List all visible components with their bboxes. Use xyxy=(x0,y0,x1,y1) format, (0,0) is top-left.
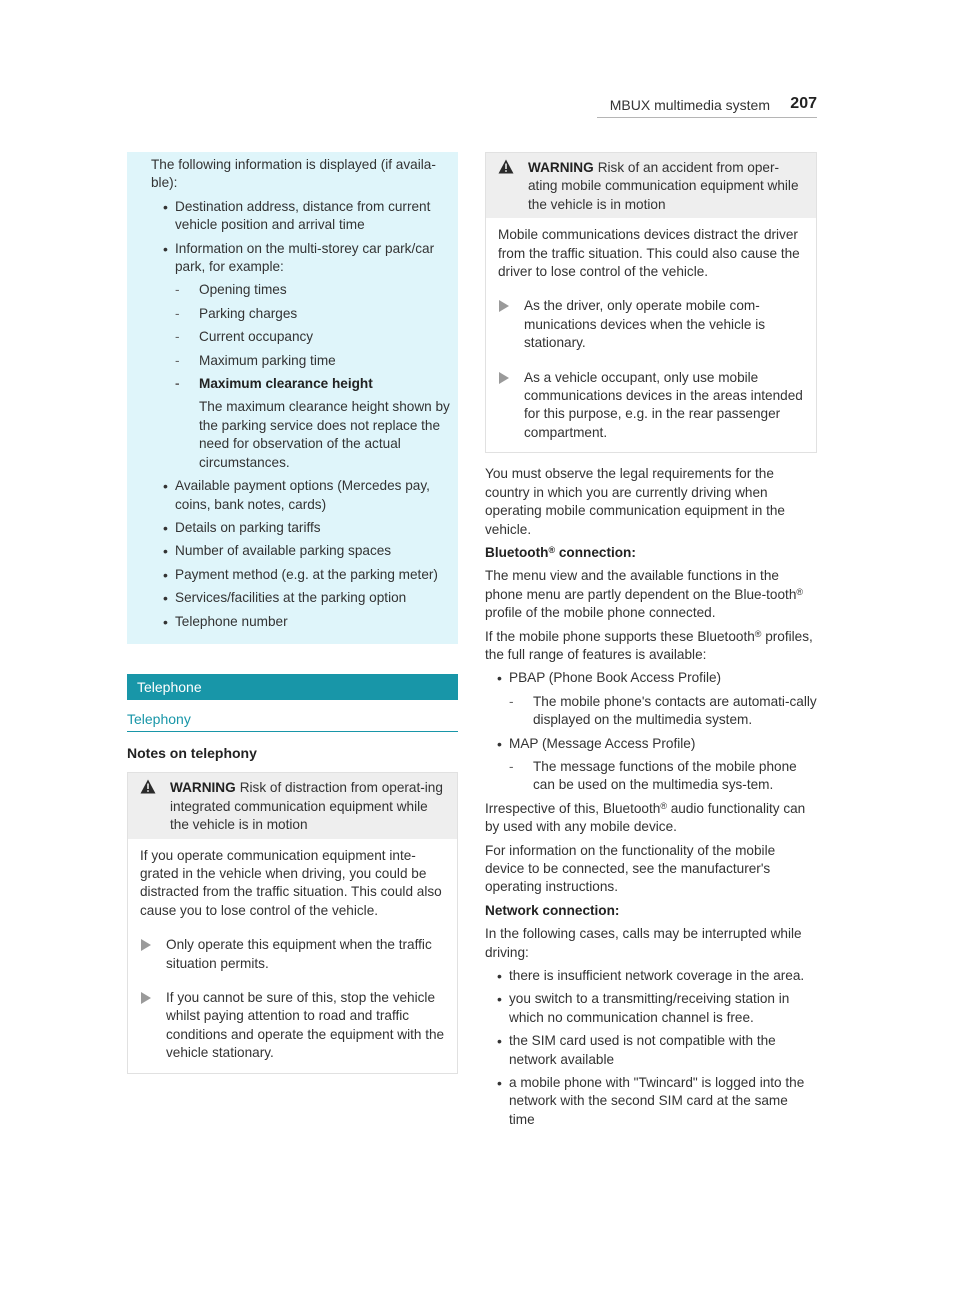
heading-notes-telephony: Notes on telephony xyxy=(127,744,257,761)
warning-text: Mobile communications devices distract the driver from the traffic situation. This could also cause the driver to lose control of the vehicle. xyxy=(498,227,800,280)
list-item: • Available payment options (Mercedes pay, coins, bank notes, cards) xyxy=(151,477,454,514)
right-column xyxy=(485,152,817,1134)
sub-list-item: - The message functions of the mobile phone can be used on the multimedia sys-tem. xyxy=(485,758,817,795)
step-arrow-icon xyxy=(141,992,151,1004)
step-item xyxy=(498,369,804,443)
list-item: • there is insufficient network coverage in the area. xyxy=(485,967,817,985)
step-text: Only operate this equipment when the traffic situation permits. xyxy=(166,937,432,971)
sub-list-item: - Parking charges xyxy=(151,305,454,323)
list-item: • Telephone number xyxy=(151,613,454,631)
list-item: • a mobile phone with "Twincard" is logged into the network with the second SIM card at the same time xyxy=(485,1074,817,1129)
info-intro: The following information is displayed (if availa-ble): xyxy=(151,157,436,191)
warning-box-distraction xyxy=(127,772,458,1073)
subsection-heading-telephony: Telephony xyxy=(127,708,458,732)
step-item xyxy=(140,936,445,973)
list-item: • MAP (Message Access Profile) xyxy=(485,735,817,753)
step-item xyxy=(140,989,445,1063)
step-text: As the driver, only operate mobile com-munications devices when the vehicle is stationary. xyxy=(524,298,766,351)
interrupted-text: In the following cases, calls may be interrupted while driving: xyxy=(485,926,802,960)
step-text: As a vehicle occupant, only use mobile communications devices in the areas intended for this purpose, e.g. in the rear passenger compartment. xyxy=(524,369,803,440)
bluetooth-heading: Bluetooth® connection: xyxy=(485,544,636,560)
page-number: 207 xyxy=(790,95,817,112)
list-item: • Destination address, distance from current vehicle position and arrival time xyxy=(151,198,454,235)
parking-info-box xyxy=(127,152,458,644)
warning-label: WARNING xyxy=(528,160,594,175)
header-section-title: MBUX multimedia system xyxy=(609,97,770,113)
header-rule xyxy=(597,117,817,118)
page-header xyxy=(597,96,817,120)
warning-header xyxy=(486,153,816,218)
sub-list-item: - Maximum parking time xyxy=(151,352,454,370)
list-item: • you switch to a transmitting/receiving station in which no communication channel is free. xyxy=(485,990,817,1027)
warning-title: Risk of distraction from operat-ing integrated communication equipment while the vehicle is in motion xyxy=(170,780,443,833)
warning-header xyxy=(128,773,457,838)
menu-view-text: The menu view and the available functions in the phone menu are partly dependent on the Blue-tooth® profile of the mobile phone connected. xyxy=(485,568,804,621)
warning-triangle-icon xyxy=(140,779,156,794)
sub-list-item: - Maximum clearance height xyxy=(151,375,454,393)
list-item: • PBAP (Phone Book Access Profile) xyxy=(485,669,817,687)
warning-box-accident xyxy=(485,152,817,453)
list-item: • Payment method (e.g. at the parking meter) xyxy=(151,566,454,584)
sub-list-item: - The mobile phone's contacts are automati-cally displayed on the multimedia system. xyxy=(485,693,817,730)
warning-label: WARNING xyxy=(170,780,236,796)
step-arrow-icon xyxy=(499,300,509,312)
irrespective-text: Irrespective of this, Bluetooth® audio functionality can by used with any mobile device. xyxy=(485,800,806,835)
step-text: If you cannot be sure of this, stop the vehicle whilst paying attention to road and traffic conditions and operate the equipment with the vehicle stationary. xyxy=(166,990,445,1061)
step-arrow-icon xyxy=(499,372,509,384)
warning-triangle-icon xyxy=(498,159,514,174)
left-column xyxy=(127,152,458,1074)
list-item: • Information on the multi-storey car park/car park, for example: xyxy=(151,240,454,277)
list-item: • the SIM card used is not compatible with the network available xyxy=(485,1032,817,1069)
warning-text: If you operate communication equipment inte-grated in the vehicle when driving, you could be distracted from the traffic situation. This could also cause you to lose control of the vehicle. xyxy=(140,847,442,918)
sub-list-item: - Opening times xyxy=(151,281,454,299)
step-arrow-icon xyxy=(141,939,151,951)
network-heading: Network connection: xyxy=(485,902,620,918)
profiles-text: If the mobile phone supports these Bluetooth® profiles, the full range of features is available: xyxy=(485,628,813,662)
list-item: • Services/facilities at the parking option xyxy=(151,589,454,607)
warning-title: Risk of an accident from oper-ating mobile communication equipment while the vehicle is in motion xyxy=(528,160,799,212)
clearance-note: The maximum clearance height shown by the parking service does not replace the need for observation of the actual circumstances. xyxy=(199,399,450,470)
for-info-text: For information on the functionality of the mobile device to be connected, see the manufacturer's operating instructions. xyxy=(485,842,776,895)
legal-requirements-text: You must observe the legal requirements for the country in which you are currently driving when operating mobile communication equipment in the vehicle. xyxy=(485,466,785,537)
step-item xyxy=(498,297,804,352)
list-item: • Number of available parking spaces xyxy=(151,542,454,560)
section-heading-telephone: Telephone xyxy=(127,674,458,700)
list-item: • Details on parking tariffs xyxy=(151,519,454,537)
sub-list-item: - Current occupancy xyxy=(151,328,454,346)
